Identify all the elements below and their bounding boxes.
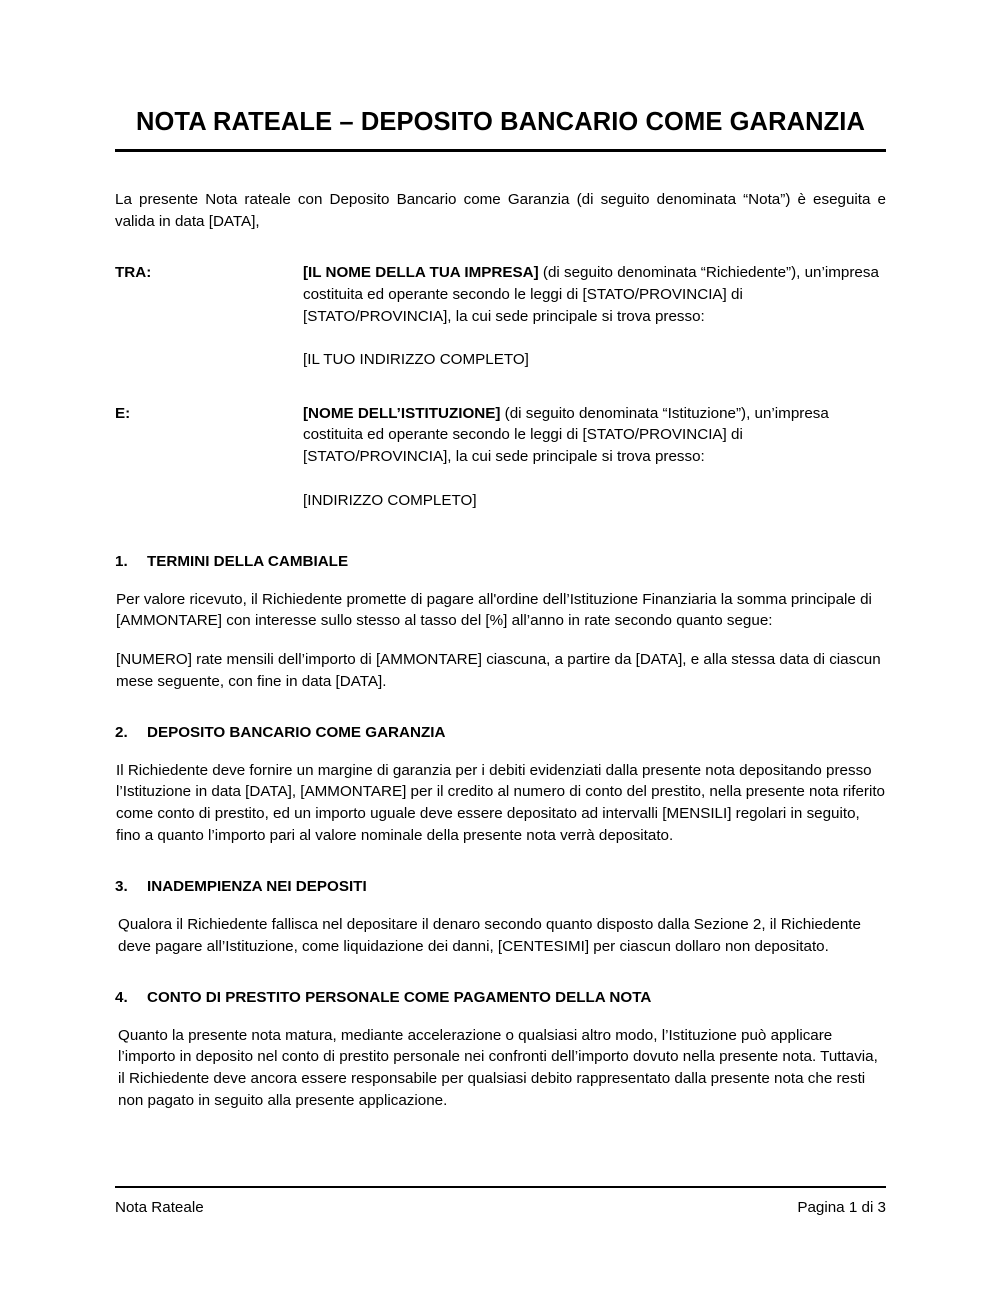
footer-page-number: Pagina 1 di 3 xyxy=(797,1199,886,1216)
party-name-e: [NOME DELL’ISTITUZIONE] xyxy=(303,404,501,422)
footer-divider xyxy=(115,1186,886,1188)
section-2-body xyxy=(116,760,886,846)
section-3-body xyxy=(118,914,886,957)
party-body-e xyxy=(303,403,886,511)
section-3 xyxy=(115,877,886,957)
title-divider xyxy=(115,149,886,152)
page-title: NOTA RATEALE – DEPOSITO BANCARIO COME GARANZIA xyxy=(135,108,865,136)
section-1-title: TERMINI DELLA CAMBIALE xyxy=(147,553,349,571)
section-3-title: INADEMPIENZA NEI DEPOSITI xyxy=(147,878,367,896)
party-lead-e xyxy=(303,403,886,468)
intro-paragraph: La presente Nota rateale con Deposito Bancario come Garanzia (di seguito denominata “Nota”) è eseguita e valida in data [DATA], xyxy=(115,191,886,230)
section-3-paragraph-1: Qualora il Richiedente fallisca nel depositare il denaro secondo quanto disposto dalla Sezione 2, il Richiedente deve pagare all’Istituzione, come liquidazione dei danni, [CENTESIMI] per ciascun dollaro non depositato. xyxy=(118,915,861,955)
section-3-number: 3. xyxy=(115,878,128,896)
section-4-body xyxy=(118,1025,886,1111)
section-4-heading xyxy=(115,988,886,1008)
party-description-tra: (di seguito denominata “Richiedente”), un’impresa costituita ed operante secondo le leggi di [STATO/PROVINCIA] di [STATO/PROVINCIA], la cui sede principale si trova presso: xyxy=(303,264,879,325)
party-address-tra: [IL TUO INDIRIZZO COMPLETO] xyxy=(303,351,529,369)
section-1-body xyxy=(116,589,886,692)
footer-document-name: Nota Rateale xyxy=(115,1199,204,1216)
section-2-heading xyxy=(115,723,886,743)
section-1-number: 1. xyxy=(115,553,128,571)
section-2-title: DEPOSITO BANCARIO COME GARANZIA xyxy=(147,724,446,742)
section-2-number: 2. xyxy=(115,724,128,742)
party-block-tra xyxy=(115,262,886,370)
section-3-heading xyxy=(115,877,886,897)
party-address-e: [INDIRIZZO COMPLETO] xyxy=(303,491,477,509)
document-content xyxy=(115,0,886,1111)
section-1 xyxy=(115,552,886,692)
party-block-e xyxy=(115,403,886,511)
party-label-e: E: xyxy=(115,404,131,422)
footer-row xyxy=(115,1198,886,1218)
section-4-title: CONTO DI PRESTITO PERSONALE COME PAGAMENTO DELLA NOTA xyxy=(147,989,652,1007)
party-body-tra xyxy=(303,262,886,370)
party-description-e: (di seguito denominata “Istituzione”), un’impresa costituita ed operante secondo le leggi di [STATO/PROVINCIA] di [STATO/PROVINCIA], la cui sede principale si trova presso: xyxy=(303,404,829,465)
page-footer xyxy=(115,1186,886,1218)
section-2 xyxy=(115,723,886,846)
section-4-paragraph-1: Quanto la presente nota matura, mediante accelerazione o qualsiasi altro modo, l’Istituzione può applicare l’importo in deposito nel conto di prestito personale nei confronti dell’importo dovuto nella presente nota. Tuttavia, il Richiedente deve ancora essere responsabile per qualsiasi debito rappresentato dalla presente nota che resti non pagato in seguito alla presente applicazione. xyxy=(118,1026,878,1109)
party-label-tra: TRA: xyxy=(115,264,152,282)
section-4-number: 4. xyxy=(115,989,128,1007)
section-1-paragraph-2: [NUMERO] rate mensili dell’importo di [AMMONTARE] ciascuna, a partire da [DATA], e alla stessa data di ciascun mese seguente, con fine in data [DATA]. xyxy=(116,651,881,690)
section-2-paragraph-1: Il Richiedente deve fornire un margine di garanzia per i debiti evidenziati dalla presente nota depositando presso l’Istituzione in data [DATA], [AMMONTARE] per il credito al numero di conto del prestito, nella presente nota riferito come conto di prestito, ed un importo uguale deve essere depositato ad intervalli [MENSILI] regolari in seguito, fino a quanto l’importo pari al valore nominale della presente nota verrà depositato. xyxy=(116,761,885,844)
section-4 xyxy=(115,988,886,1111)
party-name-tra: [IL NOME DELLA TUA IMPRESA] xyxy=(303,264,539,282)
party-lead-tra xyxy=(303,262,886,327)
section-1-heading xyxy=(115,552,886,572)
section-1-paragraph-1: Per valore ricevuto, il Richiedente promette di pagare all'ordine dell’Istituzione Finanziaria la somma principale di [AMMONTARE] con interesse sullo stesso al tasso del [%] all’anno in rate secondo quanto segue: xyxy=(116,590,872,630)
